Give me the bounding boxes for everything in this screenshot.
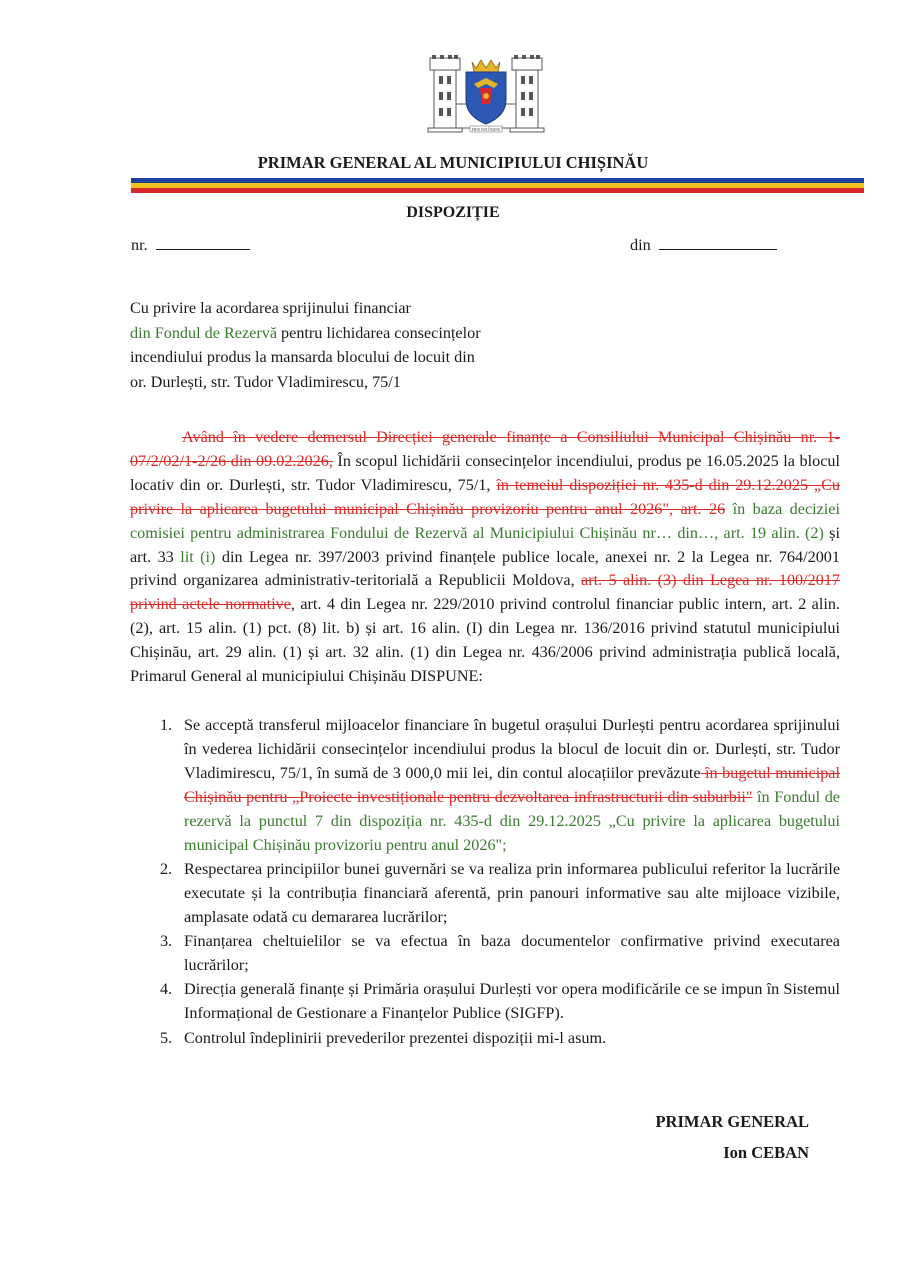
list-item (130, 858, 840, 930)
page-title: PRIMAR GENERAL AL MUNICIPIULUI CHIȘINĂU (257, 153, 649, 172)
item-number: 5. (160, 1028, 173, 1047)
inserted-text: din Fondul de Rezervă (130, 323, 277, 342)
item-number: 2. (160, 859, 173, 878)
subject-line: or. Durlești, str. Tudor Vladimirescu, 75/1 (130, 372, 401, 391)
preamble-text: În scopul lichidării consecințelor incendiului, produs pe 16.05.2025 la blocul locativ din or. Durlești, str. Tudor Vladimirescu, 75/1, (130, 451, 840, 494)
inserted-text: lit (i) (180, 547, 216, 566)
deleted-text: în temeiul dispoziției nr. 435-d din 29.12.2025 „Cu privire la aplicarea bugetului municipal Chișinău provizoriu pentru anul 2026", art. 26 (130, 475, 840, 518)
inserted-text: în Fondul de rezervă la punctul 7 din dispoziția nr. 435-d din 29.12.2025 „Cu privire la aplicarea bugetului municipal Chișinău provizoriu pentru anul 2026"; (184, 787, 840, 854)
list-item (130, 714, 840, 857)
document-number-field (131, 234, 250, 257)
document-subject (130, 296, 550, 394)
document-date-field (630, 234, 777, 257)
subject-line: incendiului produs la mansarda blocului de locuit din (130, 348, 475, 366)
item-text: Se acceptă transferul mijloacelor financiare în bugetul orașului Durlești pentru acordarea sprijinului în vederea lichidării consecințelor incendiului produs la blocul de locuit din or. Durlești, str. Tudor Vladimirescu, 75/1, în sumă de 3 000,0 mii lei, din contul alocațiilor prevăzute (184, 716, 840, 782)
document-preamble (130, 426, 840, 689)
deleted-text: Având în vedere demersul Direcției generale finanțe a Consiliului Municipal Chișinău nr. 1-07/2/02/1-2/26 din 09.02.2026, (130, 428, 840, 470)
document-date-blank (659, 235, 777, 250)
document-number-label: nr. (131, 236, 148, 254)
item-number: 3. (160, 932, 173, 951)
item-text: Direcția generală finanțe și Primăria orașului Durlești vor opera modificările ce se impun în Sistemul Informațional de Gestionare a Finanțelor Publice (SIGFP). (184, 980, 840, 1023)
signature-name: Ion CEBAN (723, 1143, 809, 1162)
item-number: 1. (160, 716, 173, 734)
preamble-text: din Legea nr. 397/2003 privind finanțele publice locale, anexei nr. 2 la Legea nr. 764/2001 privind organizarea administrativ-teritorială a Republicii Moldova, (130, 547, 840, 590)
list-item (130, 978, 840, 1026)
document-date-label: din (630, 236, 651, 254)
preamble-text: și art. 33 (130, 523, 840, 566)
item-text: Respectarea principiilor bunei guvernări se va realiza prin informarea publicului referitor la lucrările executate și la contribuția financiară aferentă, prin panouri informative sau alte mijloace vizibile, amplasate odată cu demararea lucrărilor; (184, 859, 840, 926)
flag-stripe-red (131, 188, 864, 193)
dispositions-list (130, 714, 840, 1051)
preamble-paragraph (130, 426, 840, 689)
subject-line (130, 321, 550, 346)
inserted-text: în baza deciziei comisiei pentru administrarea Fondului de Rezervă al Municipiului Chișinău nr… din…, art. 19 alin. (2) (130, 499, 840, 542)
chisinau-coat-of-arms-icon (426, 54, 546, 134)
document-type: DISPOZIȚIE (406, 204, 500, 221)
item-text: Controlul îndeplinirii prevederilor prezentei dispoziții mi-l asum. (184, 1028, 607, 1047)
subject-text: pentru lichidarea consecințelor (277, 323, 481, 342)
subject-line: Cu privire la acordarea sprijinului financiar (130, 299, 411, 317)
preamble-text: , art. 4 din Legea nr. 229/2010 privind controlul financiar public intern, art. 2 alin. (2), art. 15 alin. (1) pct. (8) lit. b) și art. 16 alin. (I) din Legea nr. 136/2016 privind statutul municipiului Chișinău, art. 29 alin. (1) și art. 32 alin. (1) din Legea nr. 436/2006 privind administrația publică locală, Primarul General al municipiului Chișinău DISPUNE: (130, 595, 841, 686)
deleted-text: în bugetul municipal Chișinău pentru „Proiecte investiționale pentru dezvoltarea infrastructurii din suburbii" (184, 763, 840, 806)
emblem-motto: PRIN NOI ÎNȘINE (471, 128, 501, 132)
list-item (130, 930, 840, 978)
document-number-blank (156, 235, 250, 250)
item-text: Finanțarea cheltuielilor se va efectua în baza documentelor confirmative privind executarea lucrărilor; (184, 932, 840, 975)
signature-title: PRIMAR GENERAL (655, 1112, 809, 1131)
list-item (130, 1027, 840, 1051)
deleted-text: art. 5 alin. (3) din Legea nr. 100/2017 privind actele normative (130, 571, 841, 614)
item-number: 4. (160, 980, 173, 999)
